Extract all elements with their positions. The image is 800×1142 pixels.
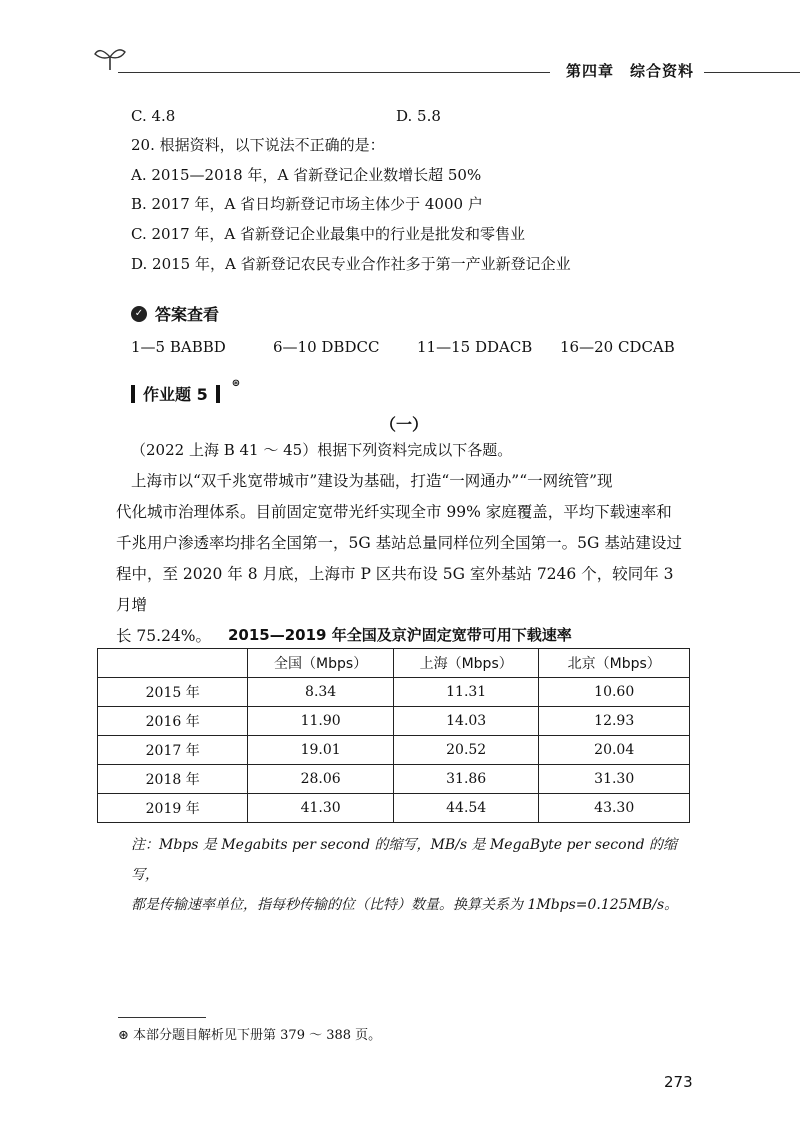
option-c-prev: C. 4.8 [131,107,176,125]
note-line-1: 注：Mbps 是 Megabits per second 的缩写，MB/s 是 MegaByte per second 的缩写， [131,837,677,883]
paragraph-line: 上海市以“双千兆宽带城市”建设为基础，打造“一网通办”“一网统管”现 [131,472,613,490]
table-cell: 12.93 [539,707,690,736]
table-cell: 19.01 [248,736,394,765]
sprout-logo-icon [92,40,128,76]
table-header-cell: 上海（Mbps） [393,649,539,678]
page-number: 273 [664,1073,693,1091]
table-row [98,794,690,823]
table-cell: 31.86 [393,765,539,794]
heading-bar-left [131,385,135,403]
header-title [566,60,694,81]
footnote-text: 本部分题目解析见下册第 379 ～ 388 页。 [133,1028,382,1043]
homework-title: 作业题 5 [143,385,208,404]
table-cell: 14.03 [393,707,539,736]
answer-group-4: 16—20 CDCAB [560,338,675,356]
question-20-stem: 20. 根据资料，以下说法不正确的是： [131,136,385,154]
table-cell: 20.04 [539,736,690,765]
answers-title: 答案查看 [155,305,220,324]
table-cell: 31.30 [539,765,690,794]
table-header-cell [98,649,248,678]
header-section: 综合资料 [630,62,695,80]
table-cell: 28.06 [248,765,394,794]
header-rule-right [704,72,800,73]
table-cell: 20.52 [393,736,539,765]
header-chapter: 第四章 [566,62,615,80]
footnote-marker-icon: ⊛ [231,378,241,389]
answers-heading [131,302,219,325]
question-20-option-a: A. 2015—2018 年，A 省新登记企业数增长超 50% [131,166,482,184]
table-row [98,765,690,794]
table-cell: 11.90 [248,707,394,736]
table-cell: 8.34 [248,678,394,707]
footnote-rule [118,1017,206,1018]
table-header-row [98,649,690,678]
table-row [98,736,690,765]
header-rule-left [118,72,550,73]
footnote [118,1024,381,1043]
speed-table [97,648,690,823]
table-cell: 10.60 [539,678,690,707]
table-cell: 11.31 [393,678,539,707]
intro-text: （2022 上海 B 41 ～ 45）根据下列资料完成以下各题。 [131,441,513,459]
answer-check-icon: ✓ [131,306,147,322]
table-cell: 43.30 [539,794,690,823]
homework-heading [131,378,241,405]
note-line-2: 都是传输速率单位，指每秒传输的位（比特）数量。换算关系为 1Mbps=0.125MB/s。 [131,897,679,913]
answer-group-3: 11—15 DDACB [417,338,533,356]
answer-group-1: 1—5 BABBD [131,338,226,356]
table-cell: 2019 年 [98,794,248,823]
table-row [98,707,690,736]
paragraph-line: 千兆用户渗透率均排名全国第一，5G 基站总量同样位列全国第一。5G 基站建设过 [116,534,682,552]
table-title: 2015—2019 年全国及京沪固定宽带可用下载速率 [228,626,572,644]
table-row [98,678,690,707]
table-header-cell: 北京（Mbps） [539,649,690,678]
question-20-option-b: B. 2017 年，A 省日均新登记市场主体少于 4000 户 [131,195,483,213]
question-20-option-c: C. 2017 年，A 省新登记企业最集中的行业是批发和零售业 [131,225,526,243]
table-cell: 2018 年 [98,765,248,794]
table-cell: 44.54 [393,794,539,823]
paragraph-line: 代化城市治理体系。目前固定宽带光纤实现全市 99% 家庭覆盖，平均下载速率和 [116,503,672,521]
paragraph-line: 长 75.24%。 [116,627,212,645]
section-title: （一） [380,415,429,434]
table-cell: 2015 年 [98,678,248,707]
table-cell: 2017 年 [98,736,248,765]
heading-bar-right [216,385,220,403]
table-cell: 41.30 [248,794,394,823]
table-header-cell: 全国（Mbps） [248,649,394,678]
footnote-marker-icon: ⊛ [118,1028,134,1043]
table-cell: 2016 年 [98,707,248,736]
paragraph-line: 程中，至 2020 年 8 月底，上海市 P 区共布设 5G 室外基站 7246 个，较同年 3 月增 [116,565,674,614]
table-note [131,830,701,920]
question-20-option-d: D. 2015 年，A 省新登记农民专业合作社多于第一产业新登记企业 [131,255,571,273]
answer-group-2: 6—10 DBDCC [273,338,380,356]
option-d-prev: D. 5.8 [396,107,441,125]
